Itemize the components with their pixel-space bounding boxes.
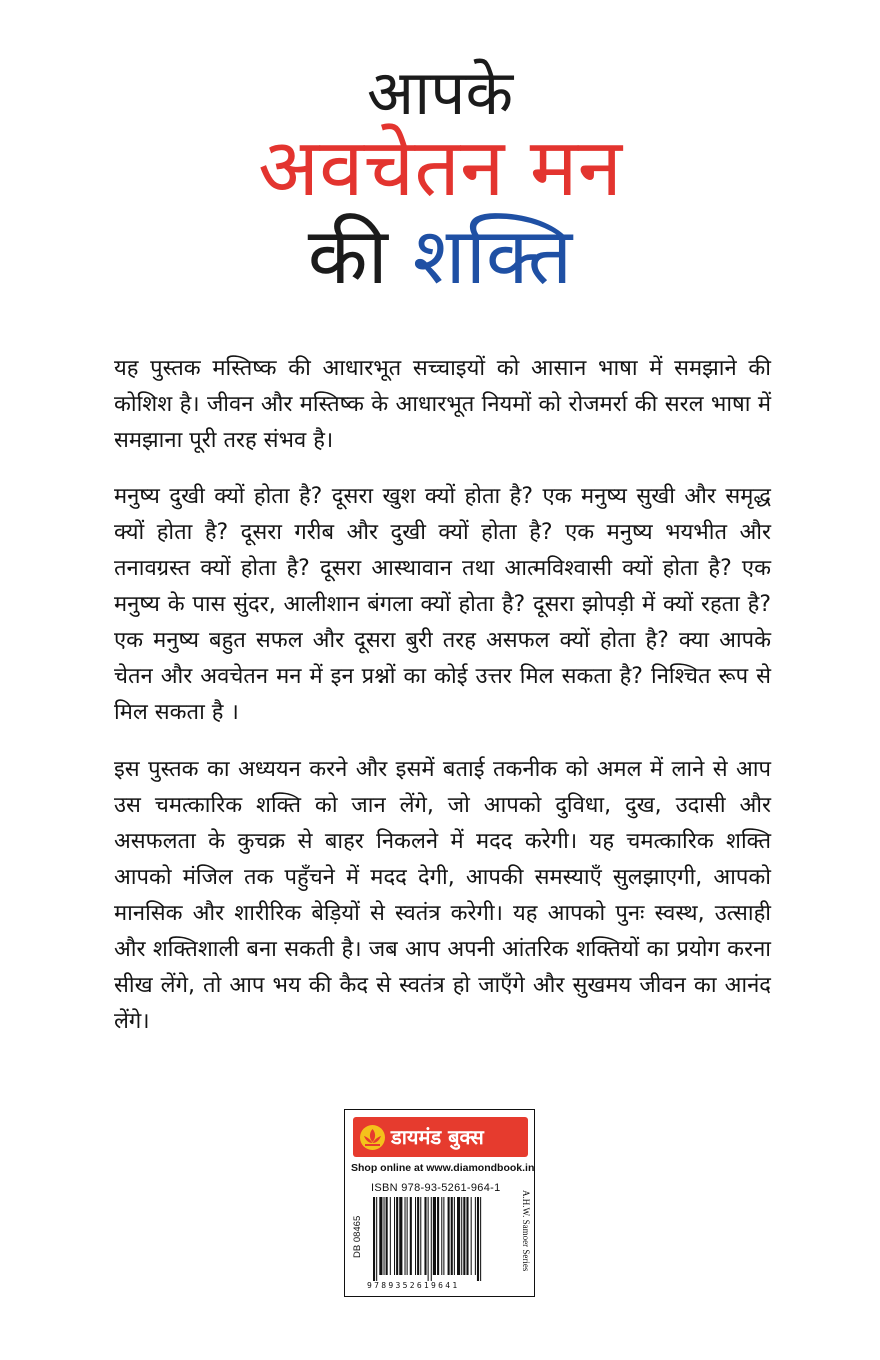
barcode-bar [437,1197,439,1275]
publisher-imprint-box [344,1109,535,1297]
barcode-bar [420,1197,421,1275]
barcode-bar [451,1197,453,1275]
barcode-bar [428,1197,429,1281]
barcode-bar [431,1197,432,1281]
barcode-bar [405,1197,406,1275]
blurb-text [114,351,771,473]
barcode-bar [384,1197,385,1275]
shop-online-text: Shop online at www.diamondbook.in [351,1162,535,1174]
barcode-bar [407,1197,408,1275]
barcode-bar [471,1197,472,1275]
barcode-bar [386,1197,388,1275]
barcode [371,1197,511,1281]
barcode-bar [417,1197,419,1275]
lotus-icon [359,1124,386,1151]
blurb-text-2 [114,479,771,745]
title-line-1: आपके [366,56,514,129]
blurb-paragraph-3: इस पुस्तक का अध्ययन करने और इसमें बताई तकनीक को अमल में लाने से आप उस चमत्कारिक शक्ति को जान लेंगे, जो आपको दुविधा, दुख, उदासी और असफलता के कुचक्र से बाहर निकलने में मदद करेगी। यह चमत्कारिक शक्ति आपको मंजिल तक पहुँचने में मदद देगी, आपकी समस्याएँ सुलझाएगी, आपको मानसिक और शारीरिक बेड़ियों से स्वतंत्र करेगी। यह आपको पुनः स्वस्थ, उत्साही और शक्तिशाली बना सकती है। जब आप अपनी आंतरिक शक्तियों का प्रयोग करना सीख लेंगे, तो आप भय की कैद से स्वतंत्र हो जाएँगे और सुखमय जीवन का आनंद लेंगे। [114,757,771,1034]
barcode-digits: 9789352619641 [367,1281,460,1290]
barcode-bar [415,1197,416,1275]
barcode-bar [475,1197,476,1275]
barcode-bar [396,1197,398,1275]
barcode-bar [433,1197,436,1275]
barcode-bar [463,1197,465,1275]
blurb-paragraph-2: मनुष्य दुखी क्यों होता है? दूसरा खुश क्यों होता है? एक मनुष्य सुखी और समृद्ध क्यों होता है? दूसरा गरीब और दुखी क्यों होता है? एक मनुष्य भयभीत और तनावग्रस्त क्यों होता है? दूसरा आस्थावान तथा आत्मविश्वासी क्यों होता है? एक मनुष्य के पास सुंदर, आलीशान बंगला क्यों होता है? दूसरा झोपड़ी में क्यों रहता है? एक मनुष्य बहुत सफल और दूसरा बुरी तरह असफल क्यों होता है? क्या आपके चेतन और अवचेतन मन में इन प्रश्नों का कोई उत्तर मिल सकता है? निश्चित रूप से मिल सकता है । [114,484,771,725]
barcode-bar [394,1197,395,1275]
barcode-bar [376,1197,377,1281]
blurb-text-3 [114,752,771,1054]
barcode-bar [454,1197,455,1275]
barcode-bar [379,1197,382,1275]
barcode-bar [466,1197,468,1275]
barcode-bar [457,1197,460,1275]
barcode-bar [477,1197,479,1281]
barcode-bar [448,1197,450,1275]
barcode-bar [480,1197,481,1281]
db-code: DB 08465 [352,1215,363,1258]
barcode-bar [390,1197,391,1275]
barcode-bar [410,1197,412,1275]
series-text: A.H.W. Samoer Series [521,1190,531,1272]
barcode-bar [399,1197,402,1275]
blurb-paragraph-1: यह पुस्तक मस्तिष्क की आधारभूत सच्चाइयों को आसान भाषा में समझाने की कोशिश है। जीवन और मस्तिष्क के आधारभूत नियमों को रोजमर्रा की सरल भाषा में समझाना पूरी तरह संभव है। [114,356,771,453]
barcode-bar [424,1197,426,1275]
barcode-bar [443,1197,444,1275]
barcode-bar [441,1197,442,1275]
publisher-logo [353,1117,528,1157]
isbn-text: ISBN 978-93-5261-964-1 [371,1182,501,1194]
title-line-2: अवचेतन मन [257,121,623,214]
barcode-bar [373,1197,375,1281]
title-line-3-word-2: शक्ति [412,212,573,302]
title-line-3 [0,212,880,302]
publisher-name: डायमंड बुक्स [391,1125,484,1149]
title-line-3-word-1: की [307,212,388,302]
barcode-bar [461,1197,462,1275]
